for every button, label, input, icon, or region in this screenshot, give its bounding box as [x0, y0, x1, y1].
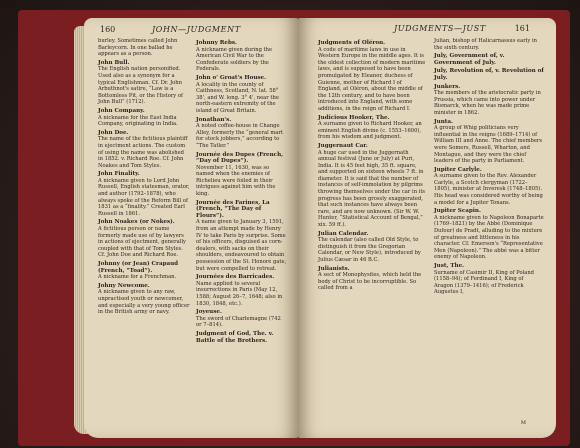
entry-headword: John Doe. [98, 129, 129, 136]
dictionary-entry [98, 171, 190, 217]
entry-headword: Joyeuse. [196, 309, 222, 316]
dictionary-entry [318, 115, 426, 141]
left-column-2 [196, 38, 288, 345]
entry-definition: November 11, 1630, was so named when the enemies of Richelieu were foiled in their intrigues against him with the king. [196, 164, 276, 198]
entry-definition: Julian, bishop of Halicarnassus early in the sixth century. [434, 38, 537, 51]
entry-definition: A nickname for the East India Company, originating in India. [98, 114, 178, 128]
entry-definition: The English nation personified. Used also as a synonym for a typical Englishman. Cf. Dr. John Arbuthnot's satire, “Law is a Bottomless Pit, or the History of John Bull” (1712). [98, 66, 183, 106]
dictionary-entry [196, 40, 288, 73]
entry-definition: Surname of Casimir II, King of Poland (1158–94); of Ferdinand I, King of Aragon (1379–1416); of Frederick Augustus I, [434, 269, 534, 296]
dictionary-entry [196, 309, 288, 329]
entry-definition: A surname given to Richard Hooker, an eminent English divine (c. 1553–1600), from his wisdom and judgment. [318, 121, 422, 141]
entry-headword: Jonathan's. [196, 116, 232, 123]
left-page-number: 160 [100, 25, 116, 34]
dictionary-entry [196, 152, 288, 198]
entry-definition: A sect of Monophysites, which held the body of Christ to be incorruptible. So called from a [318, 272, 422, 292]
left-page [84, 18, 298, 438]
entry-headword: Journées des Barricades. [196, 274, 275, 281]
entry-headword: July, Revolution of, v. Revolution of July. [434, 68, 544, 81]
entry-headword: Johnny Rebs. [196, 40, 237, 46]
entry-definition: A fictitious person or name formerly made use of by lawyers in actions of ejectment, generally coupled with that of Tom Styles. Cf. John Doe and Richard Roe. [98, 226, 186, 259]
entry-definition: A group of Whig politicians very influential in the reigns (1689–1714) of William III and Anne. The chief members were Somers, Russell, Wharton, and Montague, and they were the chief leaders of the party in Parliament. [434, 125, 543, 165]
left-column-1 [98, 38, 190, 317]
entry-headword: John Company. [98, 107, 145, 114]
dictionary-entry [434, 167, 544, 207]
entry-headword: Johny Newcome. [98, 282, 150, 289]
right-running-head: JUDGMENTS—JUST [394, 24, 486, 33]
entry-headword: Julian Calendar. [318, 230, 369, 237]
entry-headword: Julianists. [318, 265, 350, 272]
entry-headword: Junta. [434, 118, 453, 125]
entry-definition: The name of the fictitious plaintiff in ejectment actions. The custom of using the name was abolished in 1852. v. Richard Roe. Cf. John Noakes and Tom Styles. [98, 136, 188, 169]
entry-headword: Judgments of Oléron. [318, 40, 386, 46]
right-column-1 [318, 38, 426, 293]
entry-definition: A nickname given to Lord John Russell, English statesman, orator, and author (1792–1878), who always spoke of the Reform Bill of 1831 as a “finality.” Created Earl Russell in 1861. [98, 177, 190, 217]
entry-headword: Journée des Dupes (French, “Day of Dupes”). [196, 151, 284, 165]
dictionary-entry [434, 38, 544, 51]
entry-headword: July, Government of, v. Government of July. [434, 53, 505, 66]
dictionary-entry [318, 266, 426, 292]
entry-headword: Judgment of God, The. v. Battle of the Brothers. [196, 330, 274, 344]
entry-definition: The sword of Charlemagne (742 or 7–814). [196, 315, 281, 329]
entry-definition: Name applied to several insurrections in Paris (May 12, 1588; August 26–7, 1648; also in 1830, 1848, etc.). [196, 280, 283, 307]
entry-headword: John Noakes (or Nokes). [98, 219, 175, 226]
entry-headword: Jupiter Scapin. [434, 208, 481, 215]
right-column-2 [434, 38, 544, 297]
entry-definition: A code of maritime laws in use in Western Europe in the middle ages. It is the oldest collection of modern maritime laws, and is supposed to have been promulgated by Eleanor, duchess of Guienne, mother of Richard I of England, at Oléron, about the middle of the 12th century, and to have been introduced into England, with some additions, in the reign of Richard I. [318, 46, 426, 112]
entry-headword: John Finality. [98, 171, 140, 178]
dictionary-entry [434, 208, 544, 261]
entry-headword: Just, The. [434, 263, 465, 269]
entry-definition: A nickname given to Napoleon Bonaparte (1769–1821) by the Abbé (Dominique Dufour) de Pradt, alluding to the mixture of greatness and littleness in his character. Cf. Emerson's “Representative Men (Napoleon).” The abbé was a bitter enemy of Napoleon. [434, 214, 544, 261]
dictionary-entry [98, 283, 190, 316]
entry-definition: The calendar (also called Old Style, to distinguish it from the Gregorian Calendar, or New Style), introduced by Julius Cæsar in 46 B.C. [318, 237, 421, 263]
dictionary-entry [318, 143, 426, 229]
entry-headword: Junkers. [434, 83, 461, 90]
entry-headword: Johnny (or Jean) Crapaud (French, “Toad”). [98, 261, 179, 274]
dictionary-entry [434, 68, 544, 81]
dictionary-entry [196, 274, 288, 307]
dictionary-entry [98, 261, 190, 281]
dictionary-entry [318, 40, 426, 113]
dictionary-entry [98, 130, 190, 170]
left-running-head: JOHN—JUDGMENT [152, 25, 241, 34]
entry-headword: John o' Groat's House. [196, 74, 267, 81]
dictionary-entry [196, 200, 288, 273]
entry-definition: A nickname given to any raw, unpractised youth or newcomer, and especially a very young officer in the British army or navy. [98, 289, 190, 316]
entry-headword: Judicious Hooker, The. [318, 114, 390, 121]
dictionary-entry [318, 231, 426, 264]
dictionary-entry [434, 84, 544, 117]
dictionary-entry [98, 38, 190, 58]
entry-definition: A nickname given during the American Civil War to the Confederate soldiers by the Federals. [196, 46, 273, 73]
entry-headword: Jupiter Carlyle. [434, 166, 482, 173]
right-page-number: 161 [514, 24, 530, 33]
entry-definition: A huge car used in the Juggernath annual festival (June or July) at Puri, India. It is 45 feet high, 35 ft. square, and supported on sixteen wheels 7 ft. in diameter. It is said that the number of instances of self-immolation by pilgrims throwing themselves under the car in its progress has been grossly exaggerated, that such instances have always been rare, and are now unknown. (Sir W. W. Hunter, “Statistical Account of Bengal,” xix. 59 ff.). [318, 149, 426, 229]
entry-headword: John Bull. [98, 59, 130, 66]
entry-definition: burley. Sometimes called John Barleycorn. In one ballad he appears as a person. [98, 38, 178, 58]
signature-mark: M [520, 420, 526, 426]
dictionary-entry [98, 60, 190, 106]
right-page [298, 18, 556, 438]
dictionary-entry [98, 219, 190, 259]
dictionary-entry [434, 263, 544, 296]
entry-definition: The members of the aristocratic party in Prussia, which came into power under Bismarck, when he was made prime minister in 1862. [434, 90, 541, 116]
dictionary-entry [98, 108, 190, 128]
dictionary-entry [196, 331, 288, 344]
dictionary-entry [434, 119, 544, 165]
entry-definition: A locality in the county of Caithness, Scotland, N. lat. 58° 38', and W. long. 3° 4', near the north-eastern extremity of the island of Great Britain. [196, 81, 279, 114]
entry-definition: A surname given to the Rev. Alexander Carlyle, a Scotch clergyman (1722–1805), minister at Inveresk (1748–1805). His head was considered worthy of being a model for a Jupiter Tonans. [434, 173, 543, 206]
dictionary-entry [196, 117, 288, 150]
dictionary-entry [434, 53, 544, 66]
entry-headword: Journée des Farines, La (French, “The Day of Flours”). [196, 199, 270, 219]
dictionary-entry [196, 75, 288, 115]
entry-headword: Juggernaut Car. [318, 142, 368, 149]
entry-definition: A name given to January 3, 1591, from an attempt made by Henry IV to take Paris by surprise. Some of his officers, disguised as corn-dealers, with sacks on their shoulders, endeavoured to obtain possession of the St. Honoré gate, but were compelled to retreat. [196, 219, 287, 272]
entry-definition: A nickname for a Frenchman. [98, 274, 177, 281]
entry-definition: A noted coffee-house in Change Alley, formerly the “general mart for stock jobbers,” according to “The Tatler.” [196, 123, 283, 149]
